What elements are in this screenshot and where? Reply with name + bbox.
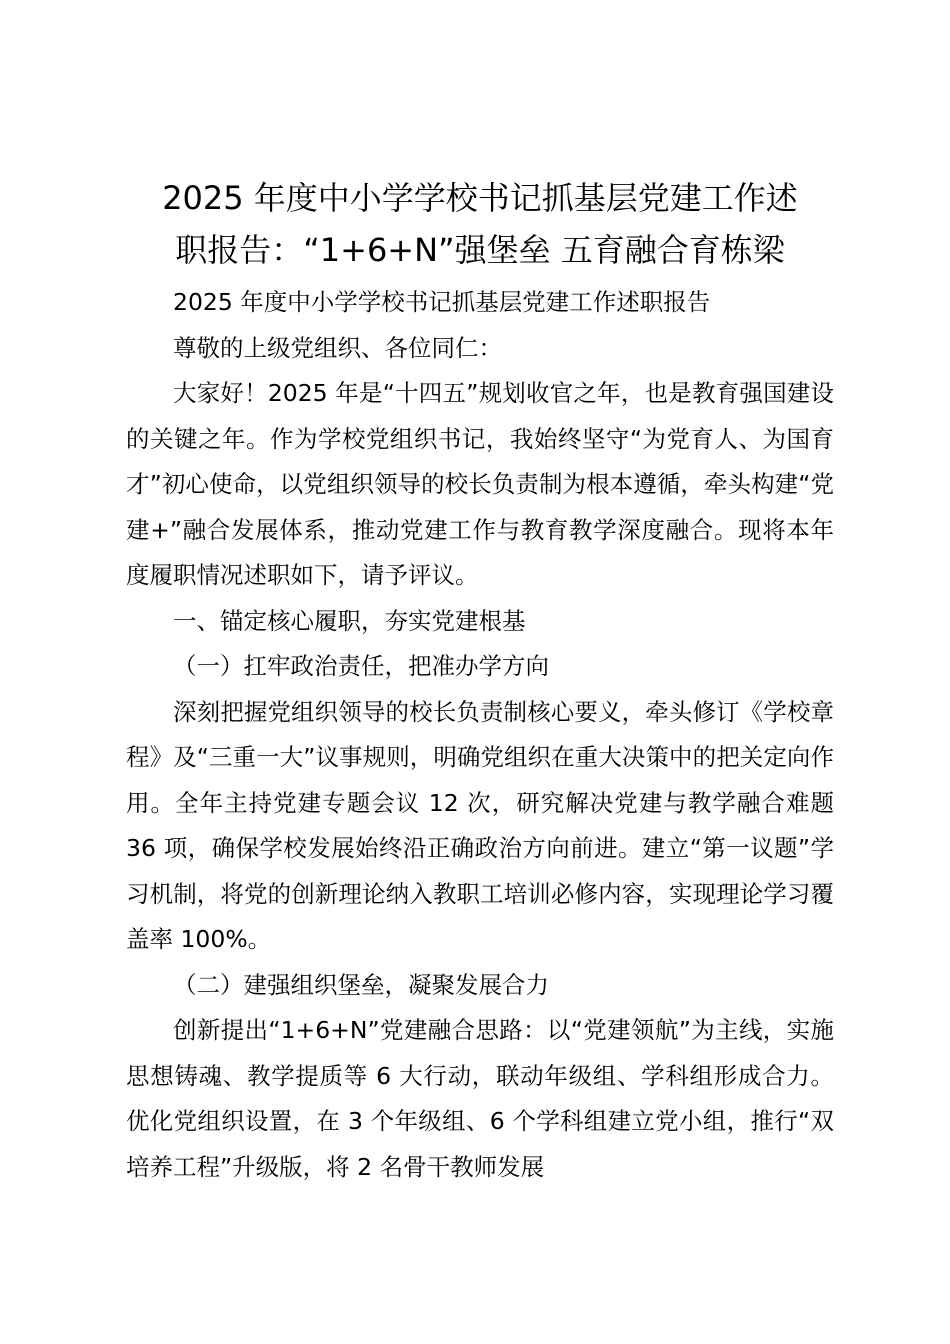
intro-paragraph: 大家好！2025 年是“十四五”规划收官之年，也是教育强国建设的关键之年。作为学校党组织书记，我始终坚守“为党育人、为国育才”初心使命，以党组织领导的校长负责制为根本遵循，牵头构建“党建+”融合发展体系，推动党建工作与教育教学深度融合。现将本年度履职情况述职如下，请予评议。 [126, 379, 834, 589]
body-paragraph-2: 创新提出“1+6+N”党建融合思路：以“党建领航”为主线，实施思想铸魂、教学提质等 6 大行动，联动年级组、学科组形成合力。优化党组织设置，在 3 个年级组、6 个学科组建立党小组，推行“双培养工程”升级版，将 2 名骨干教师发展 [126, 1016, 834, 1181]
salutation-paragraph: 尊敬的上级党组织、各位同仁： [173, 333, 502, 362]
title-line-1: 2025 年度中小学学校书记抓基层党建工作述 [162, 179, 798, 217]
document-title [110, 172, 850, 276]
section-heading-1: 一、锚定核心履职，夯实党建根基 [173, 606, 526, 635]
subsection-heading-1: （一）扛牢政治责任，把准办学方向 [173, 652, 549, 680]
subsection-heading-2: （二）建强组织堡垒，凝聚发展合力 [173, 970, 549, 999]
body-paragraph-1: 深刻把握党组织领导的校长负责制核心要义，牵头修订《学校章程》及“三重一大”议事规则，明确党组织在重大决策中的把关定向作用。全年主持党建专题会议 12 次，研究解决党建与教学融合难题 36 项，确保学校发展始终沿正确政治方向前进。建立“第一议题”学习机制，将党的创新理论纳入教职工培训必修内容，实现理论学习覆盖率 100%。 [126, 697, 834, 953]
document-body [126, 280, 834, 1190]
title-line-2: 职报告：“1+6+N”强堡垒 五育融合育栋梁 [175, 231, 785, 269]
report-heading-paragraph: 2025 年度中小学学校书记抓基层党建工作述职报告 [173, 288, 711, 316]
